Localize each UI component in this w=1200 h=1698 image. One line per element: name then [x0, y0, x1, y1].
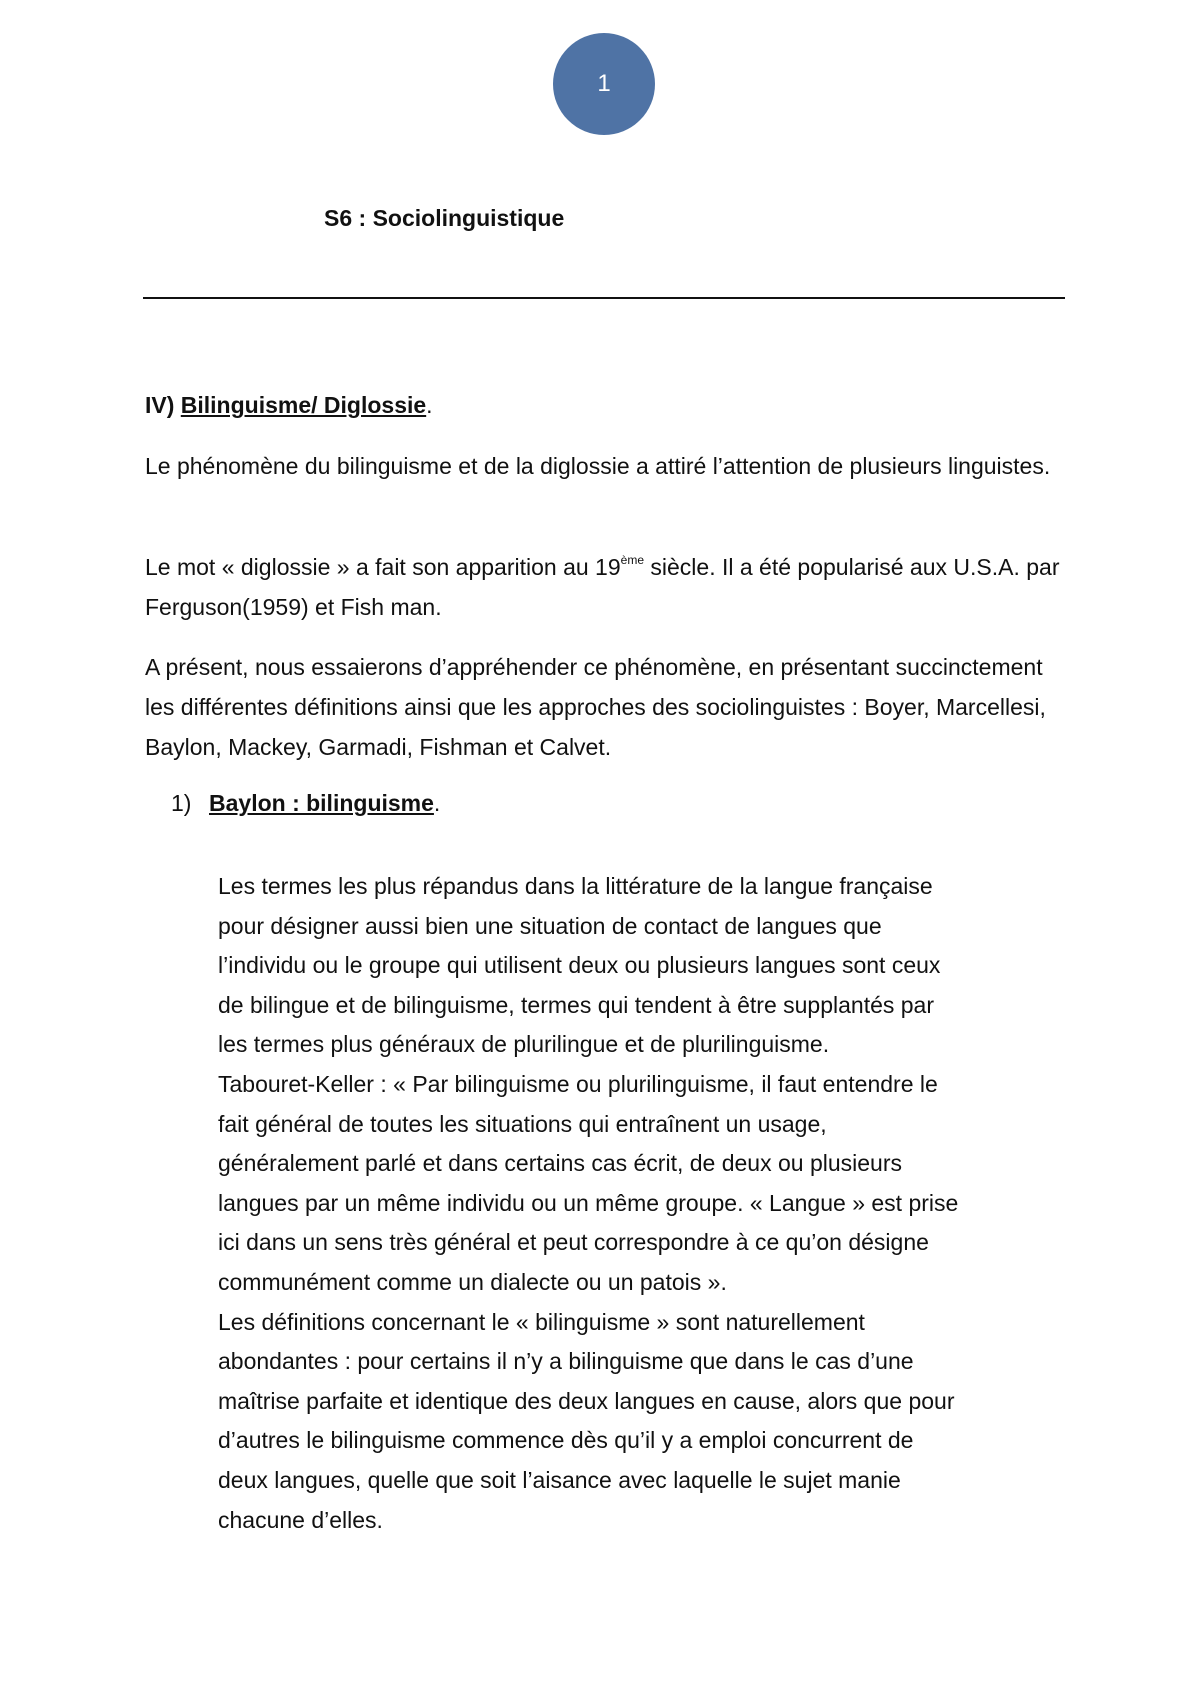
- body-line: pour désigner aussi bien une situation de contact de langues que: [218, 912, 882, 939]
- subsection-number: 1): [171, 790, 192, 816]
- body-line: généralement parlé et dans certains cas écrit, de deux ou plusieurs: [218, 1150, 903, 1177]
- body-line: Les définitions concernant le « bilinguisme » sont naturellement: [218, 1308, 865, 1335]
- section-end-punct: .: [426, 392, 433, 418]
- course-title: S6 : Sociolinguistique: [324, 205, 565, 231]
- baylon-body-text: [218, 867, 1068, 1540]
- subsection-title: Baylon : bilinguisme: [209, 790, 434, 816]
- subsection-heading: [171, 790, 440, 817]
- body-line: deux langues, quelle que soit l’aisance avec laquelle le sujet manie: [218, 1466, 901, 1493]
- body-line: d’autres le bilinguisme commence dès qu’il y a emploi concurrent de: [218, 1427, 914, 1454]
- body-line: ici dans un sens très général et peut correspondre à ce qu’on désigne: [218, 1229, 929, 1256]
- body-line: de bilingue et de bilinguisme, termes qui tendent à être supplantés par: [218, 991, 935, 1018]
- intro-p2-superscript: ème: [620, 553, 644, 567]
- section-number: IV): [145, 392, 175, 418]
- body-line: langues par un même individu ou un même groupe. « Langue » est prise: [218, 1189, 959, 1216]
- body-line: les termes plus généraux de plurilingue et de plurilinguisme.: [218, 1031, 830, 1058]
- subsection-end-punct: .: [433, 790, 441, 816]
- section-title: Bilinguisme/ Diglossie: [180, 392, 427, 418]
- body-line: abondantes : pour certains il n’y a bilinguisme que dans le cas d’une: [218, 1348, 914, 1375]
- intro-paragraph-2: [145, 547, 1065, 627]
- section-heading: [145, 392, 433, 419]
- body-line: Les termes les plus répandus dans la littérature de la langue française: [218, 873, 933, 899]
- body-line: l’individu ou le groupe qui utilisent deux ou plusieurs langues sont ceux: [218, 952, 941, 979]
- body-line: chacune d’elles.: [218, 1506, 383, 1533]
- intro-p2-end: siècle. Il a été popularisé aux U.S.A. par Ferguson(1959) et Fish man.: [145, 554, 1060, 620]
- page-number: 1: [597, 70, 611, 97]
- body-line: Tabouret-Keller : « Par bilinguisme ou plurilinguisme, il faut entendre le: [218, 1070, 938, 1097]
- intro-paragraph-1: Le phénomène du bilinguisme et de la diglossie a attiré l’attention de plusieurs linguistes.: [145, 453, 1051, 479]
- body-line: communément comme un dialecte ou un patois ».: [218, 1268, 727, 1295]
- title-divider: [143, 297, 1065, 299]
- body-line: maîtrise parfaite et identique des deux langues en cause, alors que pour: [218, 1387, 955, 1414]
- body-line: fait général de toutes les situations qui entraînent un usage,: [218, 1110, 827, 1137]
- intro-paragraph-3: A présent, nous essaierons d’appréhender ce phénomène, en présentant succinctement les différentes définitions ainsi que les approches des sociolinguistes : Boyer, Marcellesi, Baylon, Mackey, Garmadi, Fishman et Calvet.: [145, 654, 1046, 760]
- intro-p2-start: Le mot « diglossie » a fait son apparition au 19: [145, 554, 621, 580]
- page-number-badge: [553, 33, 655, 135]
